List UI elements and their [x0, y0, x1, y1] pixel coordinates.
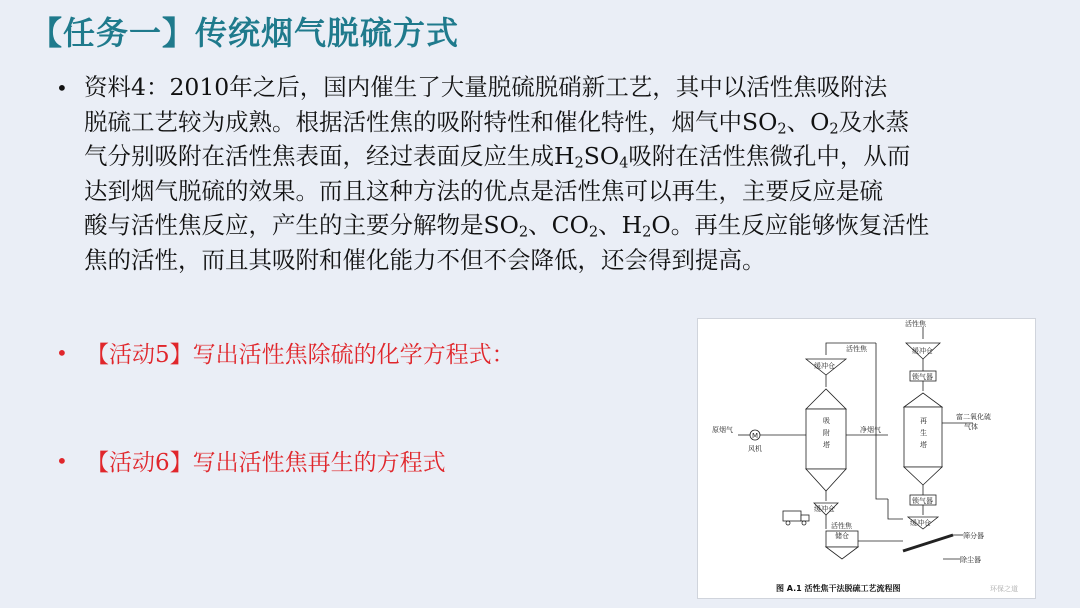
- activity-5: 【活动5】写出活性焦除硫的化学方程式：: [86, 342, 515, 368]
- bullet-dot: •: [56, 76, 68, 100]
- label-storage-1: 活性焦: [831, 522, 852, 530]
- subscript: 2: [829, 120, 839, 138]
- paragraph-line: [84, 208, 1034, 243]
- subscript: 2: [518, 224, 529, 242]
- text-run: 、CO: [528, 211, 589, 240]
- label-buffer-3: 缓冲仓: [814, 505, 835, 513]
- page-title: 【任务一】传统烟气脱硫方式: [30, 14, 460, 52]
- text-run: 焦的活性，而且其吸附和催化能力不但不会降低，还会得到提高。: [84, 245, 766, 274]
- flow-diagram: [698, 319, 1035, 598]
- label-fan-symbol: M: [752, 432, 759, 440]
- text-run: 、O: [786, 107, 830, 136]
- label-coke-left: 活性焦: [846, 345, 867, 353]
- label-regen-3: 塔: [920, 441, 927, 449]
- label-adsorb-3: 塔: [823, 441, 830, 449]
- subscript: 2: [588, 224, 599, 242]
- paragraph-line: [84, 139, 1034, 174]
- text-run: 资料4：2010年之后，国内催生了大量脱硫脱硝新工艺，其中以活性焦吸附法: [84, 73, 888, 101]
- label-lock-2: 锁气器: [912, 497, 933, 505]
- subscript: 2: [574, 154, 584, 172]
- text-run: 气分别吸附在活性焦表面，经过表面反应生成H: [84, 142, 575, 171]
- label-buffer-2: 缓冲仓: [912, 347, 933, 355]
- subscript: 2: [777, 120, 787, 138]
- label-adsorb-2: 附: [823, 429, 830, 437]
- text-run: 酸与活性焦反应，产生的主要分解物是SO: [84, 211, 519, 240]
- label-storage-2: 储仓: [835, 532, 849, 540]
- bullet-dot: •: [56, 341, 68, 365]
- label-buffer-1: 缓冲仓: [814, 362, 835, 370]
- text-run: 吸附在活性焦微孔中，从而: [628, 142, 911, 171]
- text-run: 、H: [598, 211, 643, 240]
- label-top-coke: 活性焦: [905, 320, 926, 328]
- label-fan: 风机: [748, 445, 762, 453]
- text-run: 脱硫工艺较为成熟。根据活性焦的吸附特性和催化特性，烟气中SO: [84, 107, 778, 136]
- label-regen-1: 再: [920, 417, 927, 425]
- label-buffer-4: 缓冲仓: [910, 519, 931, 527]
- subscript: 2: [642, 224, 652, 242]
- label-regen-2: 生: [920, 429, 927, 437]
- label-so2-rich-1: 富二氧化硫: [956, 413, 991, 421]
- paragraph-line: [84, 105, 1034, 140]
- text-run: SO: [583, 142, 620, 171]
- paragraph-line: [84, 70, 1034, 105]
- label-so2-rich-2: 气体: [964, 423, 978, 431]
- label-lock-1: 锁气器: [912, 373, 933, 381]
- label-dust: 除尘器: [960, 556, 981, 564]
- activity-6: 【活动6】写出活性焦再生的方程式: [86, 450, 446, 476]
- label-raw-gas: 原烟气: [712, 426, 733, 434]
- subscript: 4: [619, 154, 629, 172]
- material-paragraph: [84, 70, 1034, 278]
- paragraph-line: [84, 243, 1034, 278]
- figure-caption: 图 A.1 活性焦干法脱硫工艺流程图: [776, 584, 901, 593]
- paragraph-line: [84, 174, 1034, 209]
- text-run: 及水蒸: [838, 107, 910, 136]
- process-flow-figure: [697, 318, 1036, 599]
- bullet-dot: •: [56, 449, 68, 473]
- text-run: O。再生反应能够恢复活性: [651, 211, 930, 240]
- watermark: 环保之道: [990, 585, 1018, 593]
- label-adsorb-1: 吸: [823, 417, 830, 425]
- text-run: 达到烟气脱硫的效果。而且这种方法的优点是活性焦可以再生，主要反应是硫: [84, 176, 883, 205]
- label-sieve: 筛分器: [963, 532, 984, 540]
- label-clean-gas: 净烟气: [860, 426, 881, 434]
